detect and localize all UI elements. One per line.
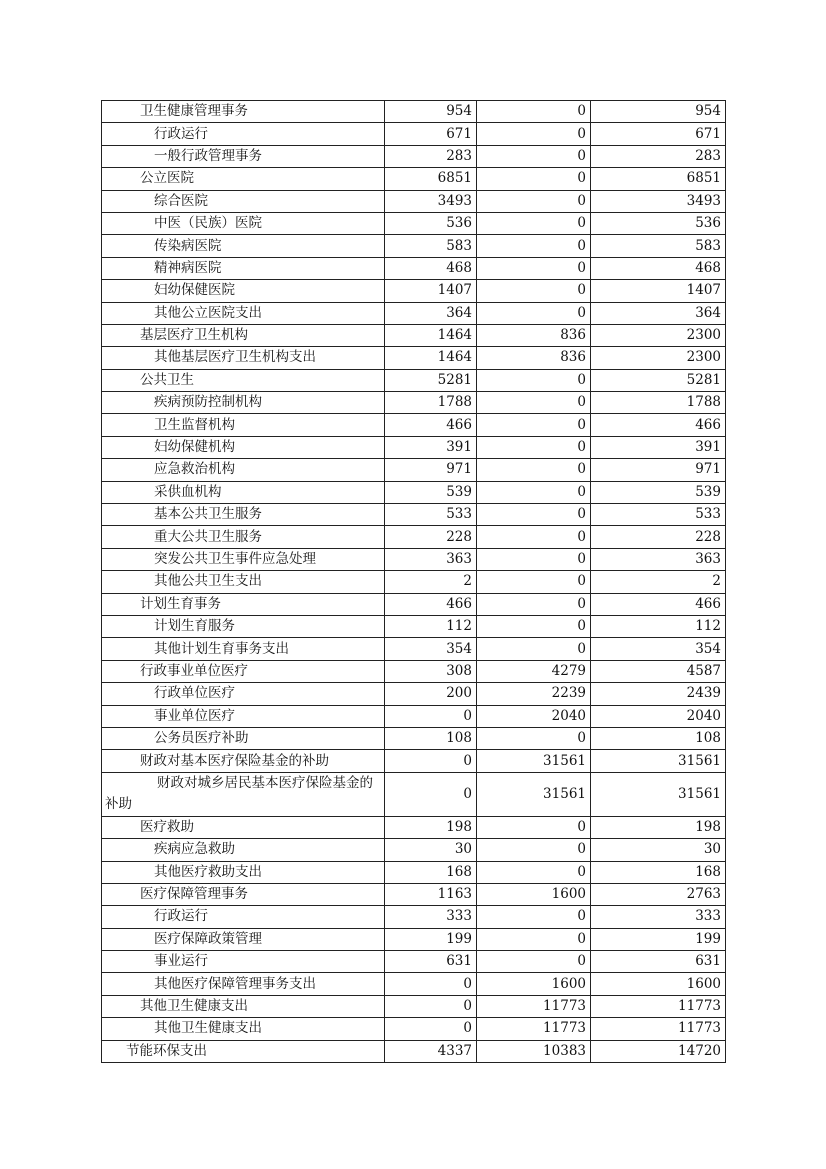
value-cell-1: 1464 (385, 347, 477, 369)
value-cell-2: 11773 (477, 1018, 591, 1040)
row-label: 卫生健康管理事务 (102, 101, 385, 123)
table-row (102, 347, 726, 369)
value-cell-3: 364 (591, 302, 726, 324)
value-cell-2: 0 (477, 101, 591, 123)
value-cell-1: 364 (385, 302, 477, 324)
table-row (102, 526, 726, 548)
value-cell-3: 971 (591, 459, 726, 481)
table-row (102, 1040, 726, 1062)
table-row (102, 257, 726, 279)
value-cell-2: 0 (477, 190, 591, 212)
value-cell-2: 0 (477, 526, 591, 548)
value-cell-1: 0 (385, 705, 477, 727)
row-label: 其他卫生健康支出 (102, 1018, 385, 1040)
value-cell-2: 0 (477, 571, 591, 593)
value-cell-3: 3493 (591, 190, 726, 212)
value-cell-1: 5281 (385, 369, 477, 391)
value-cell-1: 168 (385, 861, 477, 883)
value-cell-1: 0 (385, 1018, 477, 1040)
value-cell-1: 228 (385, 526, 477, 548)
value-cell-3: 31561 (591, 750, 726, 772)
row-label: 财政对城乡居民基本医疗保险基金的补助 (102, 772, 385, 816)
value-cell-2: 0 (477, 839, 591, 861)
value-cell-2: 31561 (477, 750, 591, 772)
table-row (102, 436, 726, 458)
value-cell-1: 536 (385, 212, 477, 234)
value-cell-1: 199 (385, 928, 477, 950)
row-label: 事业运行 (102, 951, 385, 973)
row-label: 其他公共卫生支出 (102, 571, 385, 593)
table-row (102, 638, 726, 660)
row-label: 其他公立医院支出 (102, 302, 385, 324)
value-cell-3: 1407 (591, 280, 726, 302)
row-label: 公立医院 (102, 168, 385, 190)
row-label: 重大公共卫生服务 (102, 526, 385, 548)
table-row (102, 302, 726, 324)
value-cell-2: 0 (477, 212, 591, 234)
row-label: 妇幼保健医院 (102, 280, 385, 302)
value-cell-2: 2040 (477, 705, 591, 727)
value-cell-1: 0 (385, 750, 477, 772)
table-row (102, 392, 726, 414)
table-row (102, 145, 726, 167)
value-cell-1: 466 (385, 414, 477, 436)
value-cell-3: 14720 (591, 1040, 726, 1062)
value-cell-3: 539 (591, 481, 726, 503)
row-label: 医疗保障政策管理 (102, 928, 385, 950)
value-cell-2: 0 (477, 593, 591, 615)
value-cell-2: 10383 (477, 1040, 591, 1062)
value-cell-3: 333 (591, 906, 726, 928)
table-row (102, 615, 726, 637)
value-cell-1: 3493 (385, 190, 477, 212)
value-cell-2: 0 (477, 123, 591, 145)
value-cell-2: 0 (477, 504, 591, 526)
value-cell-3: 6851 (591, 168, 726, 190)
value-cell-1: 0 (385, 973, 477, 995)
table-row (102, 683, 726, 705)
row-label: 疾病应急救助 (102, 839, 385, 861)
row-label: 其他计划生育事务支出 (102, 638, 385, 660)
value-cell-3: 2040 (591, 705, 726, 727)
table-row (102, 123, 726, 145)
table-row (102, 369, 726, 391)
value-cell-1: 1163 (385, 883, 477, 905)
table-row (102, 1018, 726, 1040)
row-label: 财政对基本医疗保险基金的补助 (102, 750, 385, 772)
row-label: 其他医疗保障管理事务支出 (102, 973, 385, 995)
value-cell-2: 0 (477, 235, 591, 257)
value-cell-3: 631 (591, 951, 726, 973)
table-row (102, 816, 726, 838)
table-row (102, 973, 726, 995)
value-cell-3: 5281 (591, 369, 726, 391)
value-cell-1: 333 (385, 906, 477, 928)
table-row (102, 481, 726, 503)
value-cell-2: 0 (477, 638, 591, 660)
value-cell-2: 0 (477, 280, 591, 302)
value-cell-2: 31561 (477, 772, 591, 816)
row-label: 传染病医院 (102, 235, 385, 257)
value-cell-3: 228 (591, 526, 726, 548)
value-cell-3: 199 (591, 928, 726, 950)
value-cell-1: 198 (385, 816, 477, 838)
value-cell-3: 354 (591, 638, 726, 660)
row-label: 行政事业单位医疗 (102, 660, 385, 682)
table-row (102, 459, 726, 481)
value-cell-3: 583 (591, 235, 726, 257)
value-cell-1: 466 (385, 593, 477, 615)
row-label: 公务员医疗补助 (102, 727, 385, 749)
table-row (102, 705, 726, 727)
table-row (102, 571, 726, 593)
value-cell-1: 583 (385, 235, 477, 257)
value-cell-1: 30 (385, 839, 477, 861)
value-cell-3: 2300 (591, 347, 726, 369)
value-cell-3: 112 (591, 615, 726, 637)
value-cell-1: 1464 (385, 324, 477, 346)
value-cell-3: 4587 (591, 660, 726, 682)
row-label: 突发公共卫生事件应急处理 (102, 548, 385, 570)
value-cell-2: 11773 (477, 995, 591, 1017)
value-cell-1: 200 (385, 683, 477, 705)
row-label: 其他卫生健康支出 (102, 995, 385, 1017)
value-cell-1: 0 (385, 772, 477, 816)
value-cell-3: 2763 (591, 883, 726, 905)
row-label: 医疗救助 (102, 816, 385, 838)
value-cell-3: 466 (591, 414, 726, 436)
value-cell-2: 0 (477, 257, 591, 279)
value-cell-1: 468 (385, 257, 477, 279)
value-cell-3: 2 (591, 571, 726, 593)
table-row (102, 995, 726, 1017)
value-cell-2: 0 (477, 928, 591, 950)
table-row (102, 504, 726, 526)
table-row (102, 951, 726, 973)
value-cell-1: 391 (385, 436, 477, 458)
row-label: 卫生监督机构 (102, 414, 385, 436)
value-cell-3: 363 (591, 548, 726, 570)
row-label: 妇幼保健机构 (102, 436, 385, 458)
value-cell-3: 466 (591, 593, 726, 615)
value-cell-3: 2439 (591, 683, 726, 705)
value-cell-3: 198 (591, 816, 726, 838)
value-cell-1: 954 (385, 101, 477, 123)
row-label: 事业单位医疗 (102, 705, 385, 727)
value-cell-3: 11773 (591, 1018, 726, 1040)
value-cell-1: 671 (385, 123, 477, 145)
row-label: 行政单位医疗 (102, 683, 385, 705)
row-label: 其他基层医疗卫生机构支出 (102, 347, 385, 369)
value-cell-1: 2 (385, 571, 477, 593)
value-cell-1: 6851 (385, 168, 477, 190)
value-cell-3: 1600 (591, 973, 726, 995)
value-cell-2: 0 (477, 861, 591, 883)
value-cell-3: 468 (591, 257, 726, 279)
value-cell-1: 112 (385, 615, 477, 637)
value-cell-2: 0 (477, 168, 591, 190)
value-cell-3: 283 (591, 145, 726, 167)
value-cell-2: 0 (477, 302, 591, 324)
value-cell-1: 308 (385, 660, 477, 682)
table-row (102, 928, 726, 950)
row-label: 采供血机构 (102, 481, 385, 503)
value-cell-2: 0 (477, 615, 591, 637)
value-cell-3: 954 (591, 101, 726, 123)
table-row (102, 750, 726, 772)
row-label: 行政运行 (102, 123, 385, 145)
value-cell-1: 283 (385, 145, 477, 167)
table-row (102, 660, 726, 682)
value-cell-1: 363 (385, 548, 477, 570)
table-row (102, 212, 726, 234)
value-cell-2: 1600 (477, 973, 591, 995)
value-cell-3: 30 (591, 839, 726, 861)
row-label: 计划生育服务 (102, 615, 385, 637)
value-cell-2: 4279 (477, 660, 591, 682)
value-cell-1: 539 (385, 481, 477, 503)
table-row (102, 861, 726, 883)
value-cell-2: 0 (477, 548, 591, 570)
table-row (102, 190, 726, 212)
value-cell-2: 0 (477, 459, 591, 481)
table-row (102, 324, 726, 346)
value-cell-3: 391 (591, 436, 726, 458)
value-cell-1: 971 (385, 459, 477, 481)
value-cell-2: 836 (477, 347, 591, 369)
value-cell-3: 536 (591, 212, 726, 234)
table-row (102, 168, 726, 190)
table-row (102, 280, 726, 302)
value-cell-1: 108 (385, 727, 477, 749)
value-cell-1: 4337 (385, 1040, 477, 1062)
table-row (102, 414, 726, 436)
value-cell-1: 533 (385, 504, 477, 526)
value-cell-2: 0 (477, 392, 591, 414)
value-cell-2: 1600 (477, 883, 591, 905)
value-cell-2: 836 (477, 324, 591, 346)
value-cell-3: 11773 (591, 995, 726, 1017)
table-row (102, 727, 726, 749)
value-cell-2: 0 (477, 906, 591, 928)
row-label: 公共卫生 (102, 369, 385, 391)
value-cell-2: 0 (477, 951, 591, 973)
table-row (102, 906, 726, 928)
value-cell-2: 0 (477, 414, 591, 436)
table-row (102, 883, 726, 905)
value-cell-1: 0 (385, 995, 477, 1017)
row-label: 应急救治机构 (102, 459, 385, 481)
table-row (102, 593, 726, 615)
table-row (102, 101, 726, 123)
value-cell-3: 2300 (591, 324, 726, 346)
value-cell-2: 0 (477, 727, 591, 749)
row-label: 精神病医院 (102, 257, 385, 279)
value-cell-2: 0 (477, 481, 591, 503)
table-row (102, 839, 726, 861)
row-label: 一般行政管理事务 (102, 145, 385, 167)
table-row (102, 548, 726, 570)
table-row (102, 772, 726, 816)
value-cell-3: 168 (591, 861, 726, 883)
value-cell-3: 671 (591, 123, 726, 145)
row-label: 行政运行 (102, 906, 385, 928)
value-cell-1: 1788 (385, 392, 477, 414)
row-label: 计划生育事务 (102, 593, 385, 615)
budget-table-body (102, 101, 726, 1063)
row-label: 综合医院 (102, 190, 385, 212)
row-label: 医疗保障管理事务 (102, 883, 385, 905)
row-label: 基本公共卫生服务 (102, 504, 385, 526)
value-cell-1: 354 (385, 638, 477, 660)
budget-table (101, 100, 726, 1063)
value-cell-2: 0 (477, 436, 591, 458)
row-label: 节能环保支出 (102, 1040, 385, 1062)
value-cell-3: 31561 (591, 772, 726, 816)
value-cell-1: 1407 (385, 280, 477, 302)
value-cell-3: 533 (591, 504, 726, 526)
table-row (102, 235, 726, 257)
row-label: 其他医疗救助支出 (102, 861, 385, 883)
value-cell-1: 631 (385, 951, 477, 973)
row-label: 中医（民族）医院 (102, 212, 385, 234)
value-cell-2: 0 (477, 145, 591, 167)
value-cell-3: 108 (591, 727, 726, 749)
value-cell-2: 0 (477, 369, 591, 391)
row-label: 疾病预防控制机构 (102, 392, 385, 414)
value-cell-2: 0 (477, 816, 591, 838)
value-cell-3: 1788 (591, 392, 726, 414)
value-cell-2: 2239 (477, 683, 591, 705)
row-label: 基层医疗卫生机构 (102, 324, 385, 346)
